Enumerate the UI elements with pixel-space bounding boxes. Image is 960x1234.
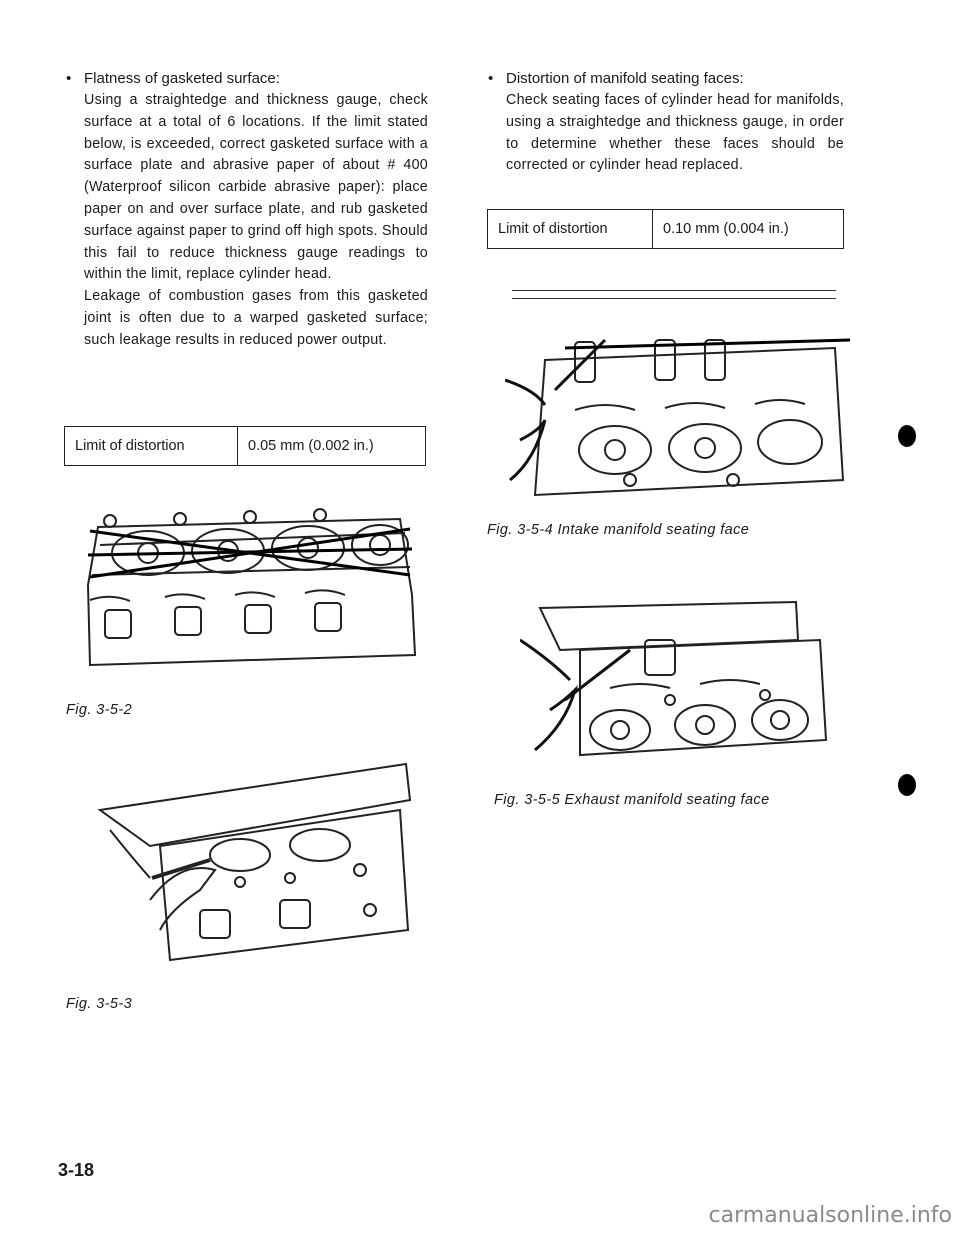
figure-caption-3-5-3: Fig. 3-5-3 — [66, 996, 133, 1012]
spec-table-flatness — [64, 426, 426, 466]
bullet-icon: • — [488, 70, 494, 87]
spec-table-manifold — [487, 209, 844, 249]
intake-manifold-face-figure — [505, 330, 850, 500]
straightedge-gasket-figure — [90, 760, 420, 980]
bullet-icon: • — [66, 70, 72, 87]
spec-value: 0.05 mm (0.002 in.) — [237, 427, 425, 465]
divider-rule — [512, 298, 836, 299]
manifold-paragraph: Check seating faces of cylinder head for manifolds, using a straightedge and thickness gauge, in order to determine whether these faces should be corrected or cylinder head replaced. — [506, 92, 844, 174]
manifold-heading: • Distortion of manifold seating faces: — [488, 68, 844, 90]
cylinder-head-flatness-figure — [70, 505, 430, 680]
figure-caption-3-5-2: Fig. 3-5-2 — [66, 702, 133, 718]
manifold-body — [506, 90, 844, 177]
spec-label: Limit of distortion — [498, 221, 608, 237]
figure-caption-3-5-5: Fig. 3-5-5 Exhaust manifold seating face — [494, 792, 770, 808]
page-number: 3-18 — [58, 1160, 95, 1180]
divider-rule — [512, 290, 836, 291]
margin-marker-dot — [898, 774, 916, 796]
flatness-paragraph-1: Using a straightedge and thickness gauge, check surface at a total of 6 locations. If the limit stated below, is exceeded, correct gasketed surface with a surface plate and abrasive paper of about # 400 (Waterproof silicon carbide abrasive paper): place paper on and over surface plate, and rub gasketed surface against paper to grind off high spots. Should this fail to reduce thickness gauge readings to within the limit, replace cylinder head. — [84, 92, 428, 283]
flatness-heading: • Flatness of gasketed surface: — [66, 68, 428, 90]
right-column — [488, 68, 844, 177]
flatness-paragraph-2: Leakage of combustion gases from this gasketed joint is often due to a warped gasketed surface; such leakage results in reduced power output. — [84, 288, 428, 348]
left-column — [66, 68, 428, 352]
watermark: carmanualsonline.info — [708, 1203, 952, 1228]
flatness-body — [84, 90, 428, 352]
figure-caption-3-5-4: Fig. 3-5-4 Intake manifold seating face — [487, 522, 750, 538]
spec-label: Limit of distortion — [75, 438, 185, 454]
spec-value: 0.10 mm (0.004 in.) — [652, 210, 843, 248]
exhaust-manifold-face-figure — [520, 590, 840, 760]
margin-marker-dot — [898, 425, 916, 447]
